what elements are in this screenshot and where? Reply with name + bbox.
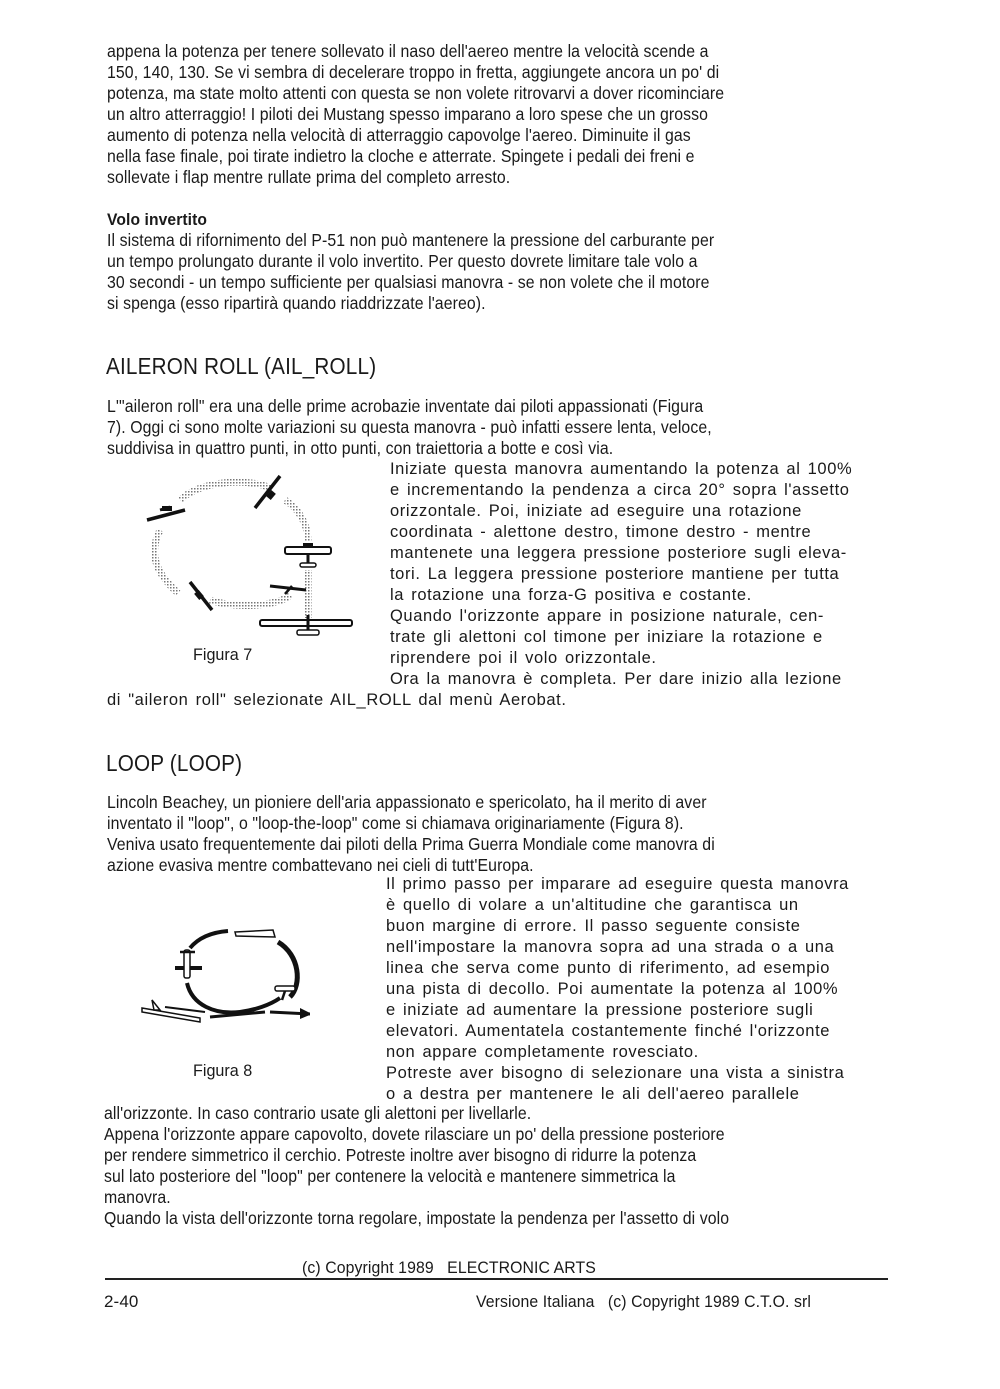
figure-8-loop-diagram [140,920,310,1025]
body-text-line: Lincoln Beachey, un pioniere dell'aria appassionato e spericolato, ha il merito di aver [107,792,707,812]
body-text-line: L'"aileron roll" era una delle prime acrobazie inventate dai piloti appassionati (Figura [107,396,704,416]
footer-copyright-ea: (c) Copyright 1989 ELECTRONIC ARTS [302,1258,596,1277]
body-text-line: 7). Oggi ci sono molte variazioni su questa manovra - può infatti essere lenta, veloce, [107,417,712,437]
body-text-line: tori. La leggera pressione posteriore mantiene per tutta [390,565,840,583]
section-heading-loop: LOOP (LOOP) [106,750,243,776]
body-text-line: 30 secondi - un tempo sufficiente per qualsiasi manovra - se non volete che il motore [107,272,710,292]
figure-8-caption: Figura 8 [193,1061,253,1080]
body-text-line: coordinata - alettone destro, timone destro - mentre [390,523,812,541]
body-text-line: azione evasiva mentre combattevano nei cieli di tutt'Europa. [107,855,534,875]
body-text-line: aumento di potenza nella velocità di atterraggio capovolge l'aereo. Diminuite il gas [107,125,691,145]
body-text-line: suddivisa in quattro punti, in otto punti, con traiettoria a botte e così via. [107,438,614,458]
figure-7-aileron-roll-diagram [140,470,365,640]
body-text-line: orizzontale. Poi, iniziate ad eseguire una rotazione [390,502,802,520]
body-text-line: o a destra per mantenere le ali dell'aereo parallele [386,1085,800,1103]
body-text-line: 150, 140, 130. Se vi sembra di decelerare troppo in fretta, aggiungete ancora un po' di [107,62,720,82]
body-text-line: trate gli alettoni col timone per iniziare la rotazione e [390,628,823,646]
body-text-line: e iniziate ad aumentare la pressione posteriore sugli [386,1001,814,1019]
body-text-line: Quando la vista dell'orizzonte torna regolare, impostate la pendenza per l'assetto di volo [104,1208,730,1228]
body-text-line: potenza, ma state molto attenti con questa se non volete ritrovarvi a dover ricominciare [107,83,725,103]
body-text-line: Potreste aver bisogno di selezionare una vista a sinistra [386,1064,845,1082]
body-text-line: sul lato posteriore del "loop" per contenere la velocità e mantenere simmetrica la [104,1166,676,1186]
body-text-line: Iniziate questa manovra aumentando la potenza al 100% [390,460,853,478]
page-number: 2-40 [104,1292,139,1311]
body-text-line: per rendere simmetrico il cerchio. Potreste inoltre aver bisogno di ridurre la potenza [104,1145,697,1165]
footer-copyright-cto: Versione Italiana (c) Copyright 1989 C.T.O. srl [476,1292,811,1311]
body-text-line: la rotazione una forza-G positiva e costante. [390,586,752,604]
body-text-line: Quando l'orizzonte appare in posizione naturale, cen- [390,607,825,625]
body-text-line: una pista di decollo. Poi aumentate la potenza al 100% [386,980,839,998]
section-heading-aileron-roll: AILERON ROLL (AIL_ROLL) [106,353,377,379]
body-text-line: nell'impostare la manovra sopra ad una strada o a una [386,938,835,956]
body-text-line: mantenete una leggera pressione posteriore sugli eleva- [390,544,847,562]
body-text-line: si spenga (esso ripartirà quando riaddrizzate l'aereo). [107,293,486,313]
body-text-line: all'orizzonte. In caso contrario usate gli alettoni per livellarle. [104,1103,532,1123]
body-text-line: un tempo prolungato durante il volo invertito. Per questo dovrete limitare tale volo a [107,251,698,271]
body-text-line: Il sistema di rifornimento del P-51 non può mantenere la pressione del carburante per [107,230,715,250]
body-text-line: è quello di volare a un'altitudine che garantisca un [386,896,799,914]
body-text-line: di "aileron roll" selezionate AIL_ROLL dal menù Aerobat. [107,691,567,709]
figure-7-caption: Figura 7 [193,645,253,664]
body-text-line: Veniva usato frequentemente dai piloti della Prima Guerra Mondiale come manovra di [107,834,715,854]
body-text-line: buon margine di errore. Il passo seguente consiste [386,917,801,935]
footer-divider [105,1278,888,1280]
body-text-line: non appare completamente rovesciato. [386,1043,699,1061]
body-text-line: e incrementando la pendenza a circa 20° sopra l'assetto [390,481,850,499]
body-text-line: riprendere poi il volo orizzontale. [390,649,657,667]
subheading-volo-invertito: Volo invertito [107,210,208,229]
body-text-line: linea che serva come punto di riferimento, ad esempio [386,959,831,977]
body-text-line: un altro atterraggio! I piloti dei Mustang spesso imparano a loro spese che un grosso [107,104,709,124]
body-text-line: Ora la manovra è completa. Per dare inizio alla lezione [390,670,842,688]
body-text-line: Appena l'orizzonte appare capovolto, dovete rilasciare un po' della pressione posteriore [104,1124,725,1144]
body-text-line: elevatori. Aumentatela costantemente finché l'orizzonte [386,1022,831,1040]
body-text-line: nella fase finale, poi tirate indietro la cloche e atterrate. Spingete i pedali dei freni e [107,146,695,166]
body-text-line: Il primo passo per imparare ad eseguire questa manovra [386,875,849,893]
body-text-line: manovra. [104,1187,171,1207]
body-text-line: inventato il "loop", o "loop-the-loop" come si chiamava originariamente (Figura 8). [107,813,684,833]
body-text-line: sollevate i flap mentre rullate prima del completo arresto. [107,167,511,187]
body-text-line: appena la potenza per tenere sollevato il naso dell'aereo mentre la velocità scende a [107,41,709,61]
